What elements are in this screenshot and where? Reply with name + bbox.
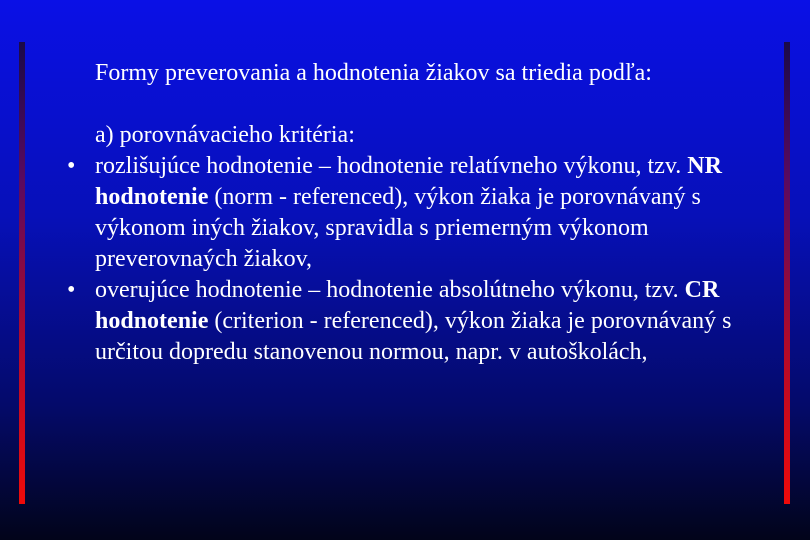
bullet-text-prefix: overujúce hodnotenie – hodnotenie absolútneho výkonu, tzv. (95, 277, 685, 303)
right-decorative-bar (784, 42, 790, 504)
slide-heading: Formy preverovania a hodnotenia žiakov sa triedia podľa: (95, 60, 652, 86)
bullet-dot-icon: • (67, 153, 76, 179)
bullet-list (67, 151, 775, 368)
slide-content (67, 58, 775, 368)
bullet-text-suffix: (norm - referenced), výkon žiaka je porovnávaný s výkonom iných žiakov, spravidla s priemerným výkonom preverovnaých žiakov, (95, 184, 701, 272)
bullet-item (67, 151, 775, 275)
left-decorative-bar (19, 42, 25, 504)
slide-subheading: a) porovnávacieho kritéria: (95, 122, 355, 148)
bullet-bold-term: NR hodnotenie (95, 153, 722, 210)
bullet-bold-term: CR hodnotenie (95, 277, 720, 334)
bullet-text-suffix: (criterion - referenced), výkon žiaka je porovnávaný s určitou dopredu stanovenou normou, napr. v autoškolách, (95, 308, 732, 365)
bullet-dot-icon: • (67, 277, 76, 303)
bullet-item (67, 275, 775, 368)
bullet-text-prefix: rozlišujúce hodnotenie – hodnotenie relatívneho výkonu, tzv. (95, 153, 688, 179)
